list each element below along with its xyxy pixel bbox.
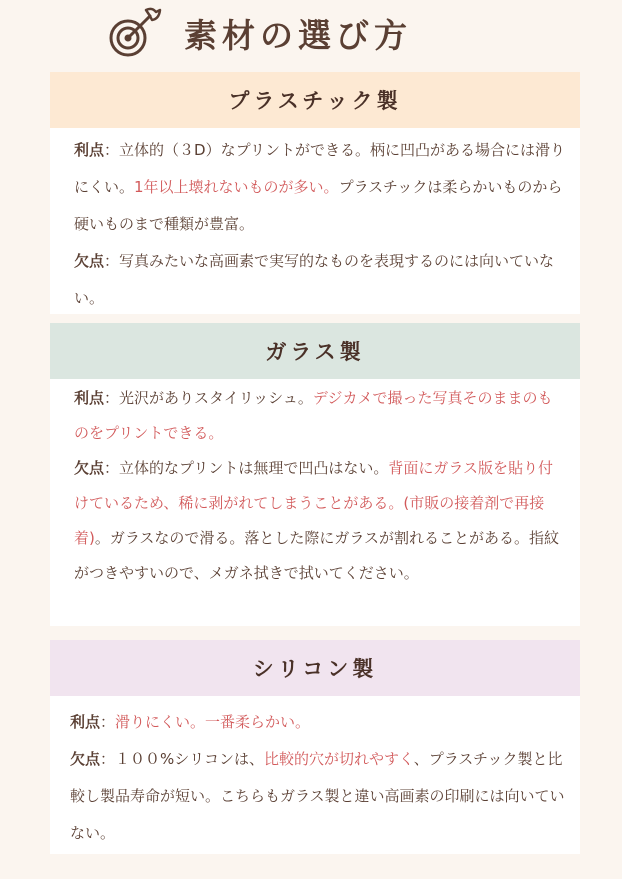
merit-highlight: デジカメで撮った写真そのままのものをプリントできる。 [74, 389, 553, 442]
merit-text: ：光沢がありスタイリッシュ。 [104, 389, 313, 407]
demerit-text-after: 、プラスチック製と比較し製品寿命が短い。こちらもガラス製と違い高画素の印刷には向いていない。 [70, 750, 565, 842]
demerit-label: 欠点 [74, 459, 105, 477]
demerit-text: ：立体的なプリントは無理で凹凸はない。 [104, 459, 389, 477]
merit-label: 利点 [74, 141, 105, 159]
merit-label: 利点 [74, 389, 105, 407]
merit-text-after: プラスチックは柔らかいものから硬いものまで種類が豊富。 [74, 178, 563, 233]
demerit-highlight: 背面にガラス版を貼り付けているため、稀に剥がれてしまうことがある。(市販の接着剤で再接着) [74, 459, 553, 547]
section-body [50, 696, 580, 852]
demerit-label: 欠点 [74, 252, 105, 270]
merit-highlight: 滑りにくい。一番柔らかい。 [115, 713, 311, 731]
section-plastic [50, 72, 580, 314]
section-heading: ガラス製 [50, 323, 580, 379]
section-silicone [50, 640, 580, 854]
demerit-text-after: 。ガラスなので滑る。落とした際にガラスが割れることがある。指紋がつきやすいので、メガネ拭きで拭いてください。 [74, 529, 559, 582]
page-header [0, 0, 622, 72]
demerit-label: 欠点 [70, 750, 101, 768]
demerit-paragraph [74, 243, 566, 317]
merit-paragraph [74, 132, 566, 243]
demerit-paragraph [70, 741, 566, 852]
demerit-paragraph [74, 451, 566, 591]
target-arrow-icon [106, 6, 162, 60]
demerit-text: ：１００%シリコンは、 [100, 750, 264, 768]
merit-paragraph [70, 704, 566, 741]
section-glass [50, 323, 580, 626]
demerit-text: ：写真みたいな高画素で実写的なものを表現するのには向いていない。 [74, 252, 555, 307]
section-body [50, 379, 580, 591]
merit-paragraph [74, 381, 566, 451]
section-heading: シリコン製 [50, 640, 580, 696]
merit-text: ：立体的（３D）なプリントができる。柄に凹凸がある場合には滑りにくい。 [74, 141, 565, 196]
demerit-highlight: 比較的穴が切れやすく [263, 750, 414, 768]
merit-label: 利点 [70, 713, 101, 731]
section-body [50, 128, 580, 317]
merit-highlight: 1年以上壊れないものが多い。 [134, 178, 339, 196]
merit-text: ： [100, 713, 116, 731]
section-heading: プラスチック製 [50, 72, 580, 128]
page-title: 素材の選び方 [184, 16, 412, 55]
